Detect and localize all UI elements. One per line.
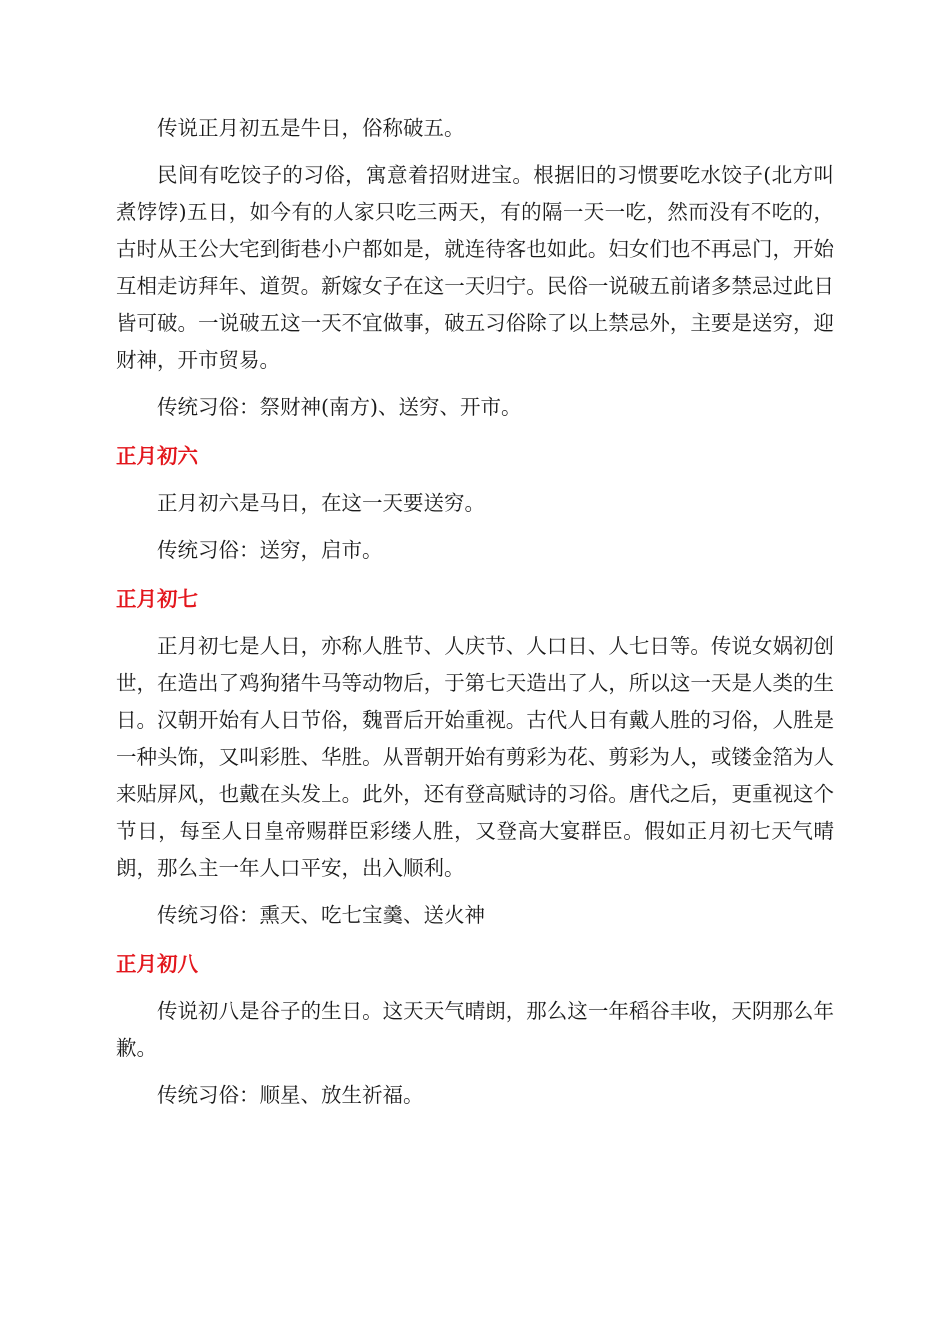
document-page bbox=[116, 110, 834, 1114]
paragraph-day6-traditions: 传统习俗：送穷，启市。 bbox=[157, 538, 383, 562]
section-heading-day8: 正月初八 bbox=[116, 952, 198, 976]
paragraph-ox-day: 传说正月初五是牛日，俗称破五。 bbox=[157, 116, 465, 140]
paragraph-powu-traditions: 传统习俗：祭财神(南方)、送穷、开市。 bbox=[157, 395, 522, 419]
paragraph-horse-day: 正月初六是马日，在这一天要送穷。 bbox=[157, 491, 485, 515]
paragraph-grain-day: 传说初八是谷子的生日。这天天气晴朗，那么这一年稻谷丰收，天阴那么年歉。 bbox=[116, 999, 834, 1060]
paragraph-powu-customs: 民间有吃饺子的习俗，寓意着招财进宝。根据旧的习惯要吃水饺子(北方叫煮饽饽)五日，如今有的人家只吃三两天，有的隔一天一吃，然而没有不吃的，古时从王公大宅到街巷小户都如是，就连待客也如此。妇女们也不再忌门，开始互相走访拜年、道贺。新嫁女子在这一天归宁。民俗一说破五前诸多禁忌过此日皆可破。一说破五这一天不宜做事，破五习俗除了以上禁忌外，主要是送穷，迎财神，开市贸易。 bbox=[116, 163, 834, 372]
paragraph-day8-traditions: 传统习俗：顺星、放生祈福。 bbox=[157, 1083, 424, 1107]
section-heading-day6: 正月初六 bbox=[116, 444, 198, 468]
section-heading-day7: 正月初七 bbox=[116, 587, 198, 611]
paragraph-human-day: 正月初七是人日，亦称人胜节、人庆节、人口日、人七日等。传说女娲初创世，在造出了鸡狗猪牛马等动物后，于第七天造出了人，所以这一天是人类的生日。汉朝开始有人日节俗，魏晋后开始重视。古代人日有戴人胜的习俗，人胜是一种头饰，又叫彩胜、华胜。从晋朝开始有剪彩为花、剪彩为人，或镂金箔为人来贴屏风，也戴在头发上。此外，还有登高赋诗的习俗。唐代之后，更重视这个节日，每至人日皇帝赐群臣彩缕人胜，又登高大宴群臣。假如正月初七天气晴朗，那么主一年人口平安，出入顺利。 bbox=[116, 634, 834, 880]
paragraph-day7-traditions: 传统习俗：熏天、吃七宝羹、送火神 bbox=[157, 903, 485, 927]
